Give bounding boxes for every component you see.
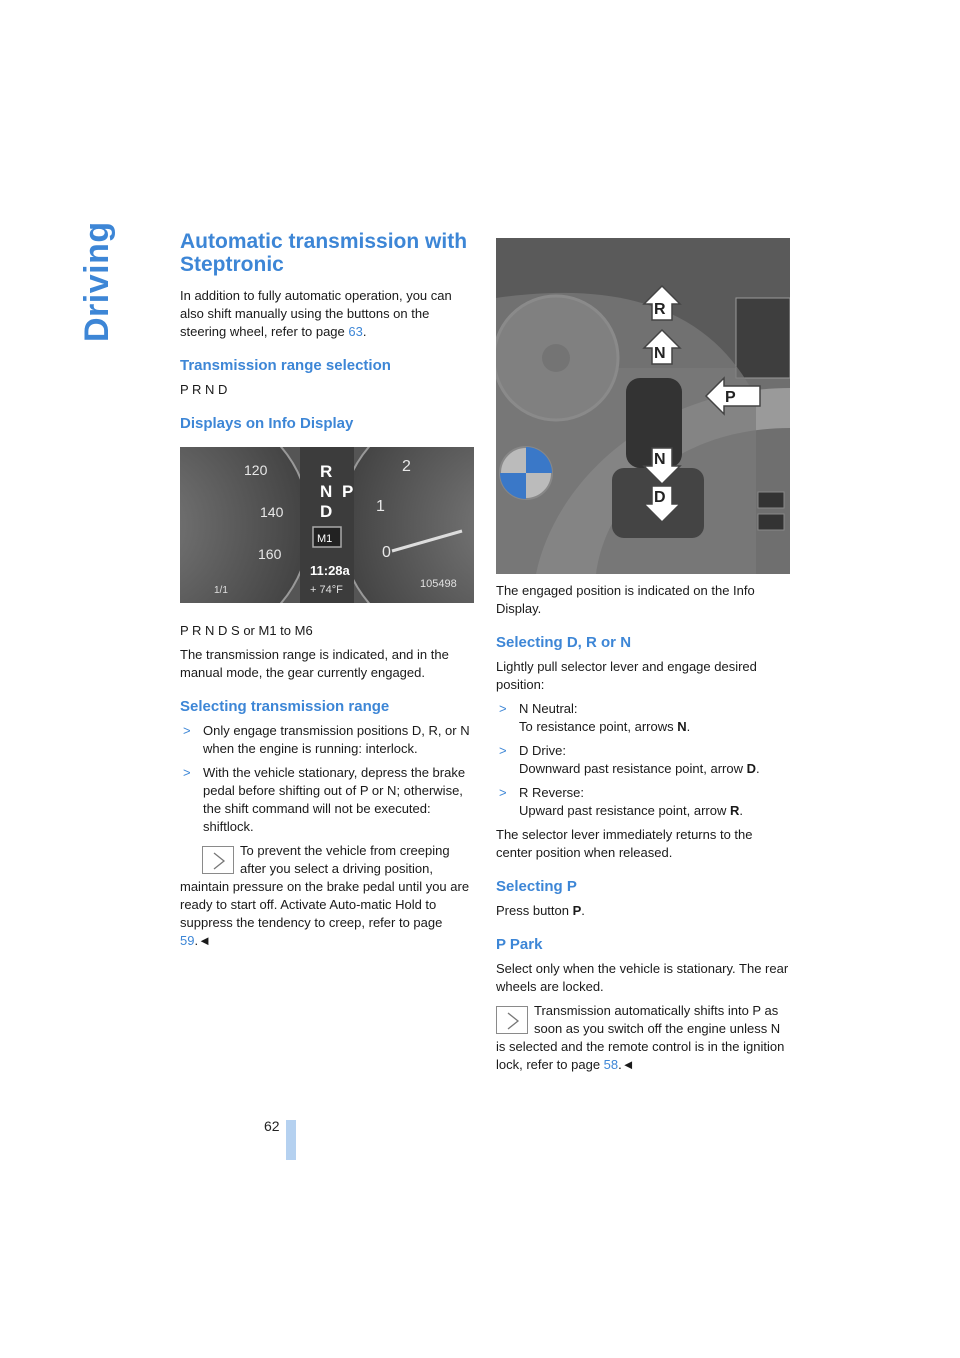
p-heading: Selecting P (496, 878, 577, 895)
selecting-heading: Selecting transmission range (180, 698, 390, 715)
speed-120: 120 (244, 462, 268, 478)
engaged-text: The engaged position is indicated on the Info Display. (496, 583, 755, 616)
list-item: > N Neutral: To resistance point, arrows N. (499, 701, 691, 734)
p-text: Press button P. (496, 903, 585, 918)
note-icon (496, 1006, 528, 1034)
park-heading: P Park (496, 936, 543, 953)
page-link-58[interactable]: 58 (603, 1057, 619, 1072)
list-item: > Only engage transmission positions D, R, or N when the engine is running: interlock. (183, 723, 470, 756)
section-sidebar-title (78, 221, 158, 342)
clock-time: 11:28a (310, 563, 350, 578)
list-item: > R Reverse: Upward past resistance point, arrow R. (499, 785, 743, 818)
arrow-r-label: R (654, 301, 666, 318)
gear-n: N (320, 482, 333, 501)
dnr-intro: Lightly pull selector lever and engage desired position: (496, 659, 757, 692)
arrow-n-bottom-label: N (654, 451, 666, 468)
display-text: The transmission range is indicated, and in the manual mode, the gear currently engaged. (180, 647, 449, 680)
speed-160: 160 (258, 546, 282, 562)
dnr-list (496, 700, 790, 820)
info-display-figure (180, 447, 474, 603)
rpm-1: 1 (376, 498, 385, 515)
sidebar-title-text: Driving (78, 221, 116, 342)
m1-badge: M1 (317, 533, 333, 545)
rpm-0: 0 (382, 544, 391, 561)
dnr-heading: Selecting D, R or N (496, 634, 632, 651)
intro-paragraph: In addition to fully automatic operation, you can also shift manually using the buttons on the steering wheel, refer to page 63. (180, 288, 452, 339)
gear-d: D (320, 502, 333, 521)
page-link-59[interactable]: 59 (180, 933, 195, 948)
range-text: P R N D (180, 382, 228, 397)
trip: 1/1 (214, 585, 228, 596)
park-text: Select only when the vehicle is stationary. The rear wheels are locked. (496, 961, 789, 994)
left-column (180, 230, 474, 956)
speed-140: 140 (260, 504, 284, 520)
arrow-p-label: P (725, 389, 736, 406)
gear-r: R (320, 462, 333, 481)
arrow-d-label: D (654, 489, 666, 506)
right-column (496, 582, 790, 1080)
outside-temp: + 74°F (310, 584, 343, 596)
display-caption: P R N D S or M1 to M6 (180, 623, 313, 638)
steering-wheel-figure (496, 238, 790, 574)
rpm-2: 2 (402, 458, 411, 475)
page-link-63[interactable]: 63 (348, 324, 363, 339)
gear-p: P (342, 482, 354, 501)
page-number: 62 (264, 1118, 280, 1134)
note-icon (202, 846, 234, 874)
park-note: Transmission automatically shifts into P as soon as you switch off the engine unless N is selected and the remote control is in the ignition lock, refer to page 58.◄ (496, 1003, 785, 1072)
caution-note: To prevent the vehicle from creeping after you select a driving position, maintain pressure on the brake pedal until you are ready to start off. Activate Auto-matic Hold to suppress the tendency to creep, refer to page 59.◄ (180, 843, 470, 948)
list-item: > With the vehicle stationary, depress the brake pedal before shifting out of P or N; otherwise, the shift command will not be executed: shiftlock. (183, 765, 466, 834)
list-item: > D Drive: Downward past resistance point, arrow D. (499, 743, 760, 776)
page-bar (286, 1120, 296, 1160)
display-heading: Displays on Info Display (180, 415, 354, 432)
range-heading: Transmission range selection (180, 357, 391, 374)
page-heading: Automatic transmission with Steptronic (180, 230, 468, 276)
return-text: The selector lever immediately returns to the center position when released. (496, 827, 753, 860)
odometer: 105498 (420, 578, 457, 590)
selecting-list (180, 722, 474, 836)
arrow-n-top-label: N (654, 345, 666, 362)
